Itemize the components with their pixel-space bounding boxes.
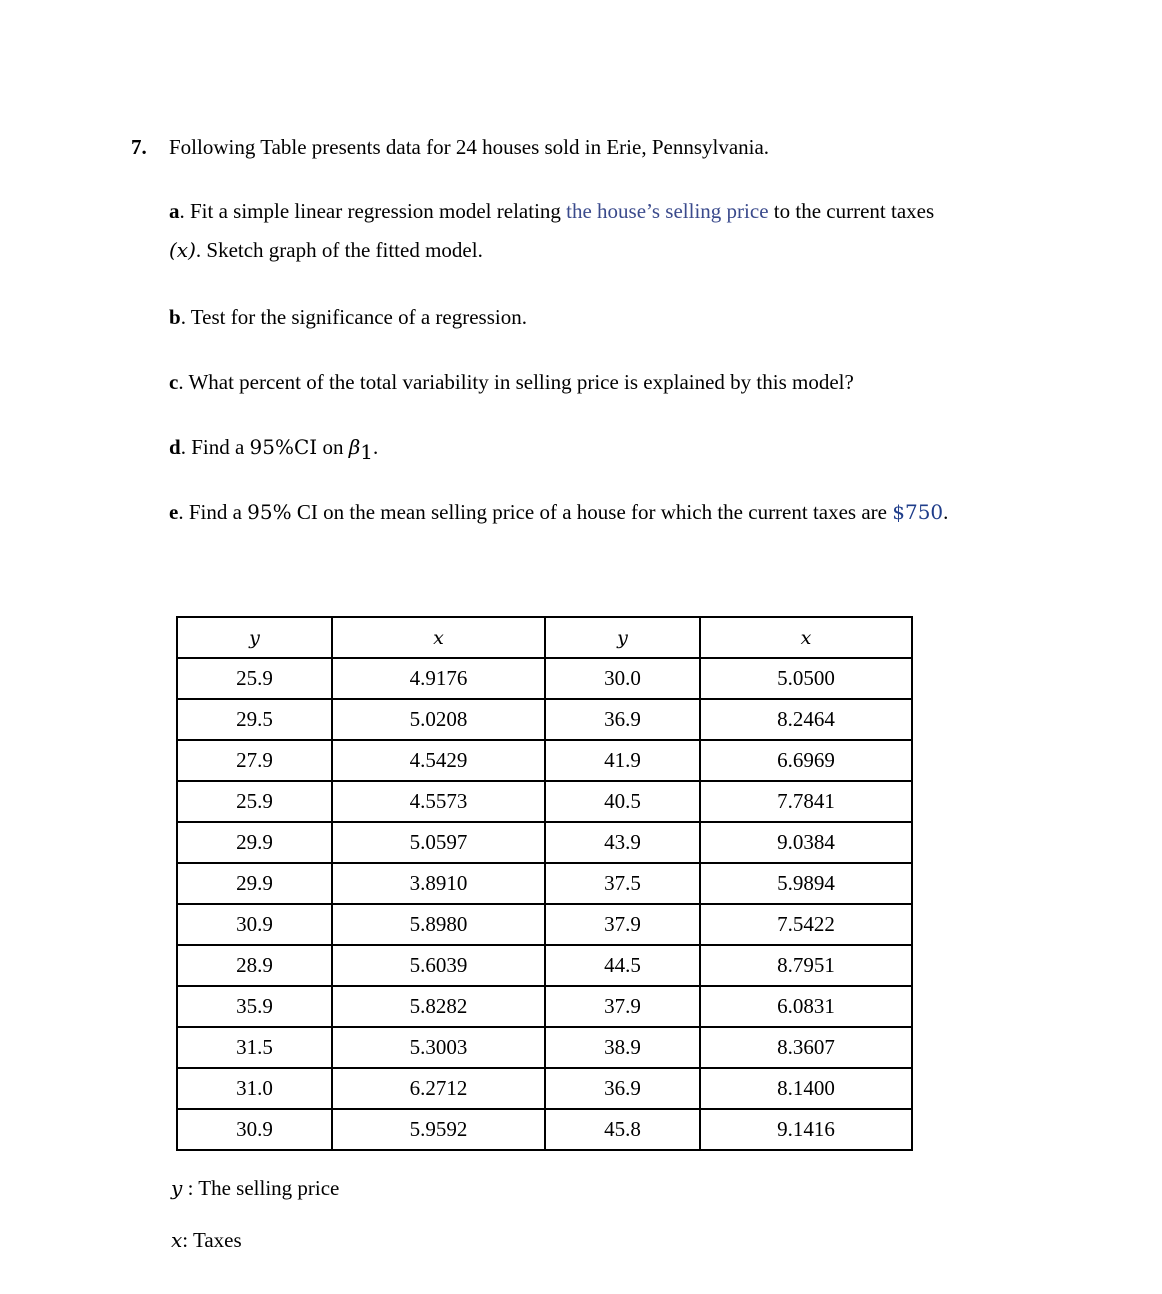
table-cell: 4.9176 bbox=[332, 658, 545, 699]
table-body bbox=[177, 658, 912, 1150]
part-a-text2: to the current taxes bbox=[768, 199, 935, 223]
legend-x-text: : Taxes bbox=[182, 1228, 242, 1252]
legend-x bbox=[171, 1228, 242, 1253]
question-title: Following Table presents data for 24 houses sold in Erie, Pennsylvania. bbox=[169, 135, 770, 159]
table-cell: 4.5573 bbox=[332, 781, 545, 822]
table-cell: 6.2712 bbox=[332, 1068, 545, 1109]
table-cell: 27.9 bbox=[177, 740, 332, 781]
part-e-label: e bbox=[169, 500, 179, 524]
table-cell: 8.7951 bbox=[700, 945, 912, 986]
table-cell: 5.9592 bbox=[332, 1109, 545, 1150]
part-e-text1: . Find a bbox=[178, 500, 248, 524]
table-cell: 8.2464 bbox=[700, 699, 912, 740]
table-cell: 36.9 bbox=[545, 699, 700, 740]
question-number: 7. bbox=[131, 135, 147, 159]
table-cell: 25.9 bbox=[177, 658, 332, 699]
table-cell: 29.5 bbox=[177, 699, 332, 740]
legend-y-var: y bbox=[171, 1176, 183, 1200]
part-a-highlight: the house’s selling price bbox=[566, 199, 769, 223]
table-cell: 4.5429 bbox=[332, 740, 545, 781]
table-cell: 5.6039 bbox=[332, 945, 545, 986]
part-e-pct: 95% bbox=[247, 500, 292, 524]
part-d-text3: . bbox=[372, 435, 379, 459]
legend-x-var: x bbox=[171, 1228, 183, 1252]
table-cell: 37.9 bbox=[545, 904, 700, 945]
table-cell: 5.3003 bbox=[332, 1027, 545, 1068]
table-cell: 30.9 bbox=[177, 904, 332, 945]
table-row bbox=[177, 822, 912, 863]
part-a-variable: (x) bbox=[169, 238, 196, 262]
part-a-label: a bbox=[169, 199, 180, 223]
table-cell: 29.9 bbox=[177, 822, 332, 863]
part-d-beta: β bbox=[348, 435, 361, 459]
table-cell: 30.0 bbox=[545, 658, 700, 699]
table-cell: 5.8282 bbox=[332, 986, 545, 1027]
table-cell: 9.0384 bbox=[700, 822, 912, 863]
table-row bbox=[177, 699, 912, 740]
table-cell: 29.9 bbox=[177, 863, 332, 904]
table-cell: 31.0 bbox=[177, 1068, 332, 1109]
part-e-amount: $750 bbox=[892, 500, 944, 524]
table-cell: 3.8910 bbox=[332, 863, 545, 904]
table-cell: 30.9 bbox=[177, 1109, 332, 1150]
part-d bbox=[169, 435, 378, 464]
part-d-text2: on bbox=[317, 435, 349, 459]
table-row bbox=[177, 904, 912, 945]
part-d-beta-sub: 1 bbox=[360, 440, 373, 465]
table-row bbox=[177, 863, 912, 904]
table-cell: 37.5 bbox=[545, 863, 700, 904]
table-cell: 31.5 bbox=[177, 1027, 332, 1068]
header-x-2: x bbox=[700, 617, 912, 658]
table-cell: 43.9 bbox=[545, 822, 700, 863]
table-row bbox=[177, 1068, 912, 1109]
table-cell: 5.0500 bbox=[700, 658, 912, 699]
table-row bbox=[177, 740, 912, 781]
table-cell: 6.0831 bbox=[700, 986, 912, 1027]
part-b-text: . Test for the significance of a regression. bbox=[180, 305, 527, 329]
part-a-text1: . Fit a simple linear regression model relating bbox=[179, 199, 567, 223]
part-e bbox=[169, 500, 948, 525]
table-cell: 8.1400 bbox=[700, 1068, 912, 1109]
table-row bbox=[177, 658, 912, 699]
table-cell: 36.9 bbox=[545, 1068, 700, 1109]
table-cell: 41.9 bbox=[545, 740, 700, 781]
table-cell: 40.5 bbox=[545, 781, 700, 822]
header-y-2: y bbox=[545, 617, 700, 658]
legend-y-text: : The selling price bbox=[182, 1176, 340, 1200]
part-e-text2: CI on the mean selling price of a house for which the current taxes are bbox=[291, 500, 893, 524]
table-row bbox=[177, 945, 912, 986]
part-c-text: . What percent of the total variability in selling price is explained by this model? bbox=[178, 370, 854, 394]
table-cell: 5.8980 bbox=[332, 904, 545, 945]
table-cell: 5.0597 bbox=[332, 822, 545, 863]
table-cell: 5.0208 bbox=[332, 699, 545, 740]
part-b bbox=[169, 305, 527, 330]
table-cell: 7.5422 bbox=[700, 904, 912, 945]
part-a-text3: . Sketch graph of the fitted model. bbox=[195, 238, 483, 262]
part-c-label: c bbox=[169, 370, 179, 394]
table-cell: 37.9 bbox=[545, 986, 700, 1027]
part-b-label: b bbox=[169, 305, 181, 329]
table-cell: 38.9 bbox=[545, 1027, 700, 1068]
table-cell: 45.8 bbox=[545, 1109, 700, 1150]
part-a-line2 bbox=[169, 238, 483, 263]
part-c bbox=[169, 370, 854, 395]
table-cell: 6.6969 bbox=[700, 740, 912, 781]
table-cell: 44.5 bbox=[545, 945, 700, 986]
part-a-line1 bbox=[169, 199, 934, 224]
table-row bbox=[177, 781, 912, 822]
table-header-row bbox=[177, 617, 912, 658]
table-row bbox=[177, 986, 912, 1027]
table-cell: 28.9 bbox=[177, 945, 332, 986]
table-cell: 9.1416 bbox=[700, 1109, 912, 1150]
part-e-text3: . bbox=[943, 500, 949, 524]
data-table bbox=[176, 616, 913, 1151]
table-row bbox=[177, 1027, 912, 1068]
part-d-text1: . Find a bbox=[180, 435, 250, 459]
table-cell: 8.3607 bbox=[700, 1027, 912, 1068]
legend-y bbox=[171, 1176, 339, 1201]
header-y-1: y bbox=[177, 617, 332, 658]
header-x-1: x bbox=[332, 617, 545, 658]
table-cell: 5.9894 bbox=[700, 863, 912, 904]
part-d-ci: 95%CI bbox=[249, 435, 318, 459]
part-d-label: d bbox=[169, 435, 181, 459]
table-cell: 25.9 bbox=[177, 781, 332, 822]
table-row bbox=[177, 1109, 912, 1150]
table-cell: 7.7841 bbox=[700, 781, 912, 822]
table-cell: 35.9 bbox=[177, 986, 332, 1027]
